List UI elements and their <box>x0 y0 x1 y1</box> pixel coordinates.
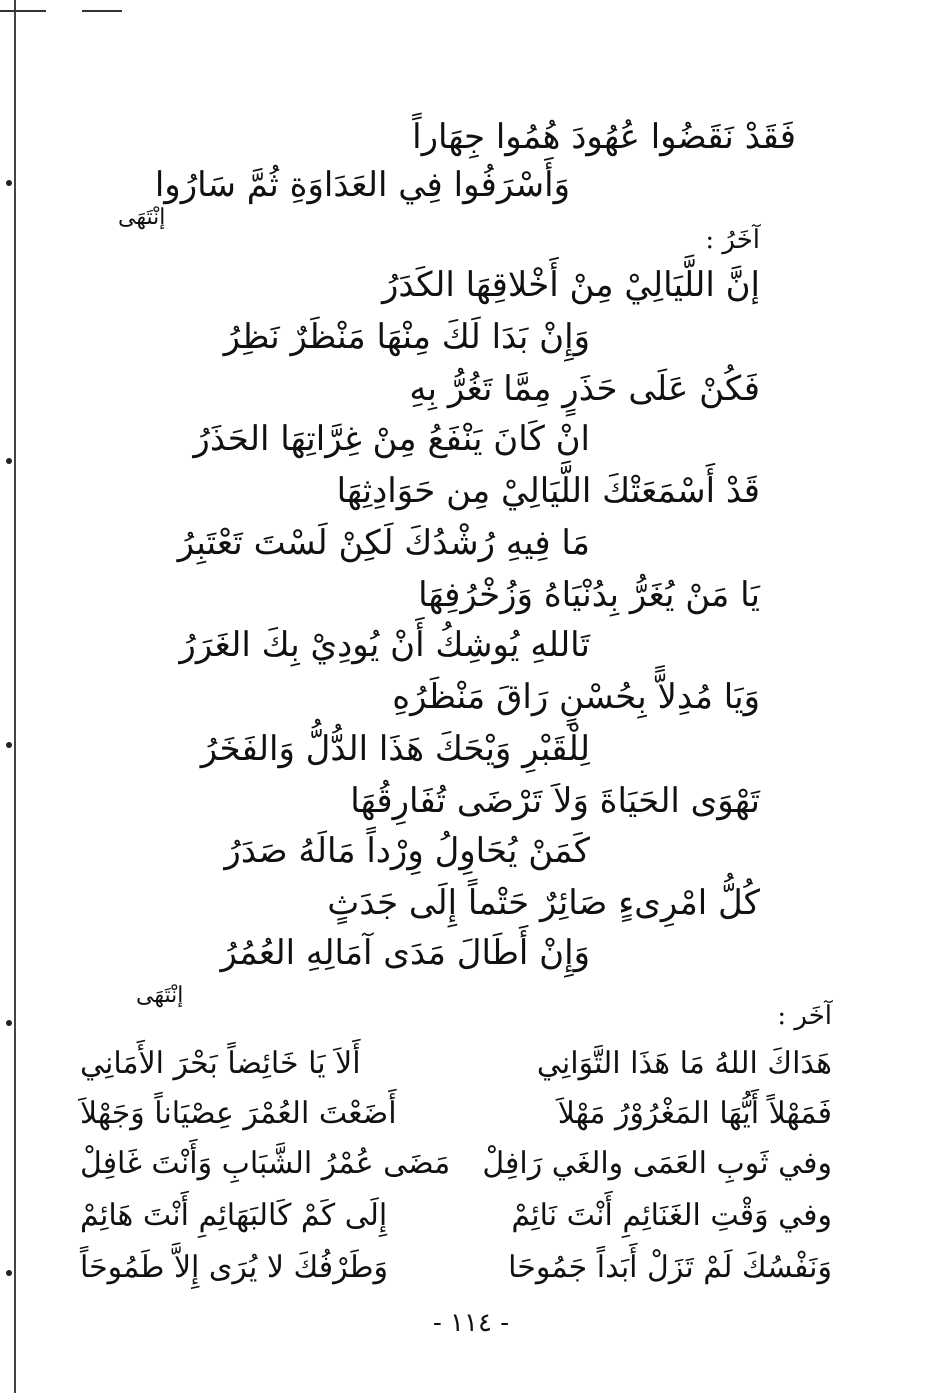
poem-line: وَإِنْ بَدَا لَكَ مِنْهَا مَنْظَرٌ نَظِرُ <box>223 317 590 357</box>
section-heading: آخَرُ : <box>705 225 760 255</box>
couplet-left: وَنَفْسُكَ لَمْ تَزَلْ أَبَداً جَمُوحَا <box>508 1250 832 1285</box>
top-rule-mark <box>0 10 46 12</box>
couplet-row <box>80 1192 832 1240</box>
binding-hole <box>6 180 12 186</box>
poem-line: كَمَنْ يُحَاوِلُ وِرْداً مَالَهُ صَدَرُ <box>224 831 590 871</box>
verse-line: وَأَسْرَفُوا فِي العَدَاوَةِ ثُمَّ سَارُوا <box>154 165 570 205</box>
section-heading: آخَر : <box>777 1001 832 1031</box>
poem-line: فَكُنْ عَلَى حَذَرٍ مِمَّا تَغُرُّ بِهِ <box>409 369 760 409</box>
binding-hole <box>6 1020 12 1026</box>
couplet-right: إِلَى كَمْ كَالبَهَائِمِ أَنْتَ هَائِمْ <box>80 1198 388 1233</box>
end-marker: إنْتَهَى <box>136 983 184 1008</box>
poem-line: يَا مَنْ يُغَرُّ بِدُنْيَاهُ وَزُخْرُفِهَا <box>418 575 760 615</box>
couplet-right: مَضَى عُمْرُ الشَّبَابِ وَأَنْتَ غَافِلْ <box>80 1146 451 1181</box>
couplet-left: فَمَهْلاً أَيُّهَا المَغْرُوْرُ مَهْلاَ <box>557 1096 832 1131</box>
poem-line: وَيَا مُدِلاًّ بِحُسْنٍ رَاقَ مَنْظَرُهِ <box>392 677 760 717</box>
poem-line: إنَّ اللَّيَالِيْ مِنْ أَخْلاقِهَا الكَدَرُ <box>381 265 760 305</box>
couplet-left: وفي وَقْتِ الغَنَائِمِ أَنْتَ نَائِمْ <box>511 1198 832 1233</box>
binding-hole <box>6 1270 12 1276</box>
couplet-right: أَضَعْتَ العُمْرَ عِصْيَاناً وَجَهْلاَ <box>80 1096 397 1131</box>
poem-line: تَاللهِ يُوشِكُ أَنْ يُودِيْ بِكَ الغَرَرُ <box>179 625 590 665</box>
poem-line: انْ كَانَ يَنْفَعُ مِنْ غِرَّاتِهَا الحَذَرُ <box>193 419 590 459</box>
top-rule-mark <box>82 10 122 12</box>
page-number: - ١١٤ - <box>432 1308 510 1338</box>
couplet-row <box>80 1140 832 1188</box>
couplet-left: هَدَاكَ اللهُ مَا هَذَا التَّوَانِي <box>536 1046 832 1081</box>
poem-line: وَإِنْ أَطَالَ مَدَى آمَالِهِ العُمُرُ <box>220 933 590 973</box>
poem-line: مَا فِيهِ رُشْدُكَ لَكِنْ لَسْتَ تَعْتَبِرُ <box>177 523 590 563</box>
couplet-row <box>80 1244 832 1292</box>
poem-line: كُلُّ امْرِىءٍ صَائِرٌ حَتْماً إِلَى جَدَثٍ <box>327 883 760 923</box>
poem-line: قَدْ أَسْمَعَتْكَ اللَّيَالِيْ مِن حَوَادِثِهَا <box>336 471 760 511</box>
couplet-left: وفي ثَوبِ العَمَى والغَي رَافِلْ <box>482 1146 832 1181</box>
poem-line: لِلْقَبْرِ وَيْحَكَ هَذَا الدُّلُّ وَالفَخَرُ <box>200 729 590 769</box>
couplet-right: أَلاَ يَا خَائِضاً بَحْرَ الأَمَانِي <box>80 1046 361 1081</box>
binding-hole <box>6 458 12 464</box>
couplet-row <box>80 1040 832 1088</box>
couplet-row <box>80 1090 832 1138</box>
couplet-right: وَطَرْفُكَ لا يُرَى إِلاَّ طَمُوحَاً <box>80 1250 389 1285</box>
binding-hole <box>6 742 12 748</box>
left-margin-rule <box>14 0 16 1393</box>
poem-line: تَهْوَى الحَيَاةَ وَلاَ تَرْضَى تُفَارِقُهَا <box>350 781 760 821</box>
end-marker: إنْتَهَى <box>118 205 166 230</box>
verse-line: فَقَدْ نَقَضُوا عُهُودَ هُمُوا جِهَاراً <box>412 117 796 157</box>
